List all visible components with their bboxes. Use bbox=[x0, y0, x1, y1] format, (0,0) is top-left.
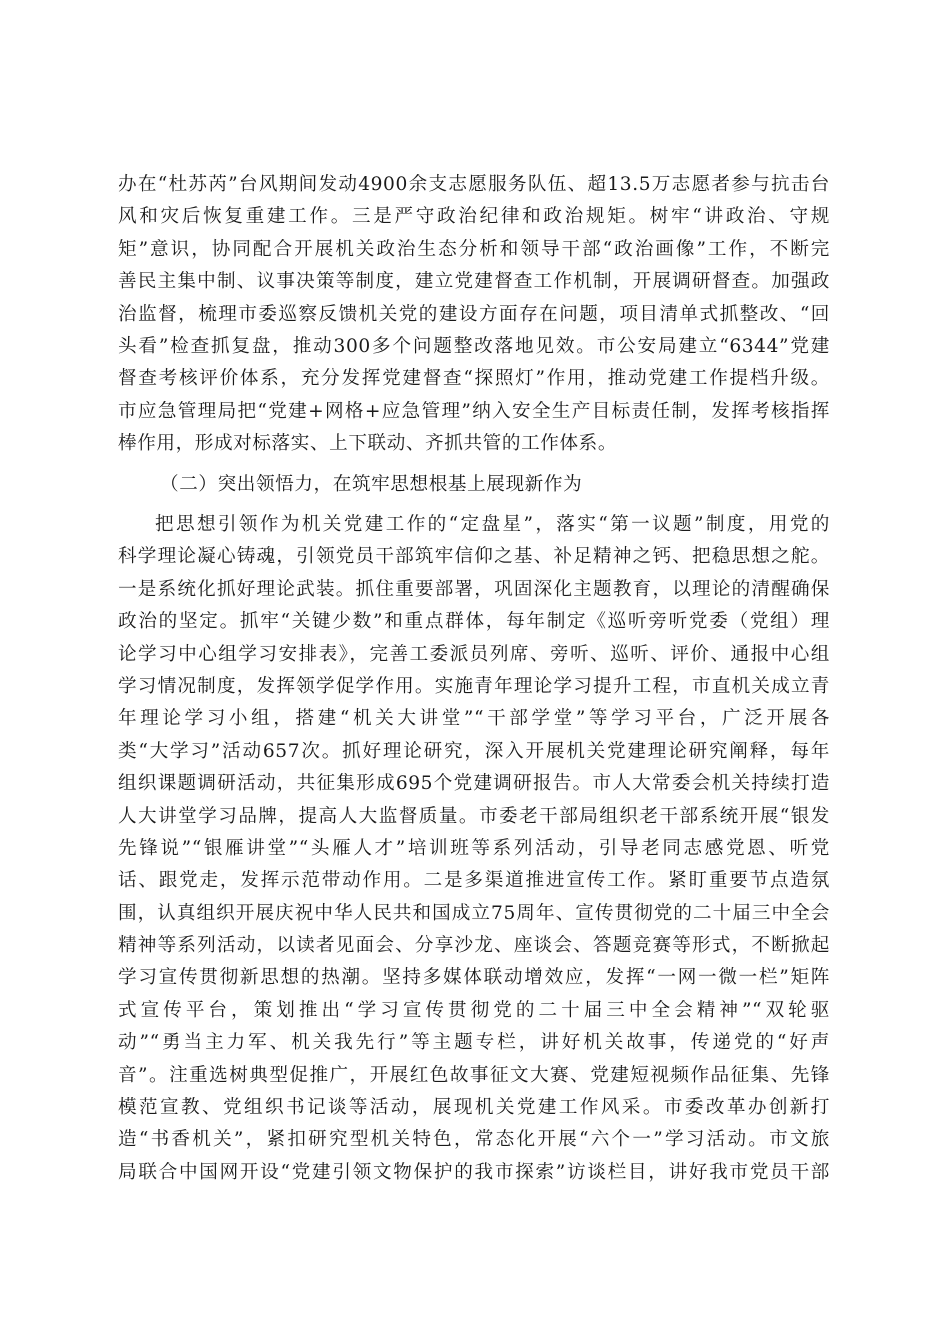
text-line: 善民主集中制、议事决策等制度，建立党建督查工作机制，开展调研督查。加强政 bbox=[118, 271, 830, 293]
text-line: 组织课题调研活动，共征集形成695个党建调研报告。市人大常委会机关持续打造 bbox=[118, 773, 830, 795]
text-line: 音”。注重选树典型促推广，开展红色故事征文大赛、党建短视频作品征集、先锋 bbox=[118, 1064, 830, 1086]
text-line: 话、跟党走，发挥示范带动作用。二是多渠道推进宣传工作。紧盯重要节点造氛 bbox=[118, 870, 830, 892]
text-line: 类“大学习”活动657次。抓好理论研究，深入开展机关党建理论研究阐释，每年 bbox=[118, 740, 830, 762]
text-line: 人大讲堂学习品牌，提高人大监督质量。市委老干部局组织老干部系统开展“银发 bbox=[118, 805, 830, 827]
text-line: 论学习中心组学习安排表》，完善工委派员列席、旁听、巡听、评价、通报中心组 bbox=[118, 643, 830, 665]
text-line: 风和灾后恢复重建工作。三是严守政治纪律和政治规矩。树牢“讲政治、守规 bbox=[118, 206, 830, 228]
paragraph-1 bbox=[118, 169, 830, 461]
text-line: 一是系统化抓好理论武装。抓住重要部署，巩固深化主题教育，以理论的清醒确保 bbox=[118, 578, 830, 600]
text-line: 围，认真组织开展庆祝中华人民共和国成立75周年、宣传贯彻党的二十届三中全会 bbox=[118, 902, 830, 924]
text-line: 年理论学习小组，搭建“机关大讲堂”“干部学堂”等学习平台，广泛开展各 bbox=[118, 708, 830, 730]
text-line: 把思想引领作为机关党建工作的“定盘星”，落实“第一议题”制度，用党的 bbox=[155, 514, 830, 535]
text-line: 矩”意识，协同配合开展机关政治生态分析和领导干部“政治画像”工作，不断完 bbox=[118, 238, 830, 260]
text-line: 动”“勇当主力军、机关我先行”等主题专栏，讲好机关故事，传递党的“好声 bbox=[118, 1032, 830, 1054]
text-line: 市应急管理局把“党建+网格+应急管理”纳入安全生产目标责任制，发挥考核指挥 bbox=[118, 400, 830, 422]
text-line: 督查考核评价体系，充分发挥党建督查“探照灯”作用，推动党建工作提档升级。 bbox=[118, 368, 830, 390]
text-line: 造“书香机关”，紧扣研究型机关特色，常态化开展“六个一”学习活动。市文旅 bbox=[118, 1129, 830, 1151]
text-line: 学习宣传贯彻新思想的热潮。坚持多媒体联动增效应，发挥“一网一微一栏”矩阵 bbox=[118, 967, 830, 989]
text-line: 精神等系列活动，以读者见面会、分享沙龙、座谈会、答题竞赛等形式，不断掀起 bbox=[118, 935, 830, 957]
text-line: 科学理论凝心铸魂，引领党员干部筑牢信仰之基、补足精神之钙、把稳思想之舵。 bbox=[118, 546, 830, 568]
paragraph-2 bbox=[118, 509, 830, 1189]
text-line: 办在“杜苏芮”台风期间发动4900余支志愿服务队伍、超13.5万志愿者参与抗击台 bbox=[118, 174, 830, 195]
text-line: 头看”检查抓复盘，推动300多个问题整改落地见效。市公安局建立“6344”党建 bbox=[118, 335, 830, 357]
text-line: 棒作用，形成对标落实、上下联动、齐抓共管的工作体系。 bbox=[118, 433, 618, 455]
text-line: 治监督，梳理市委巡察反馈机关党的建设方面存在问题，项目清单式抓整改、“回 bbox=[118, 303, 830, 325]
text-line: 局联合中国网开设“党建引领文物保护的我市探索”访谈栏目，讲好我市党员干部 bbox=[118, 1161, 830, 1183]
text-line: 式宣传平台，策划推出“学习宣传贯彻党的二十届三中全会精神”“双轮驱 bbox=[118, 999, 830, 1021]
section-heading: （二）突出领悟力，在筑牢思想根基上展现新作为 bbox=[160, 474, 583, 495]
text-line: 政治的坚定。抓牢“关键少数”和重点群体，每年制定《巡听旁听党委（党组）理 bbox=[118, 611, 830, 633]
text-line: 模范宣教、党组织书记谈等活动，展现机关党建工作风采。市委改革办创新打 bbox=[118, 1097, 830, 1119]
text-line: 学习情况制度，发挥领学促学作用。实施青年理论学习提升工程，市直机关成立青 bbox=[118, 675, 830, 697]
text-line: 先锋说”“银雁讲堂”“头雁人才”培训班等系列活动，引导老同志感党恩、听党 bbox=[118, 837, 830, 859]
